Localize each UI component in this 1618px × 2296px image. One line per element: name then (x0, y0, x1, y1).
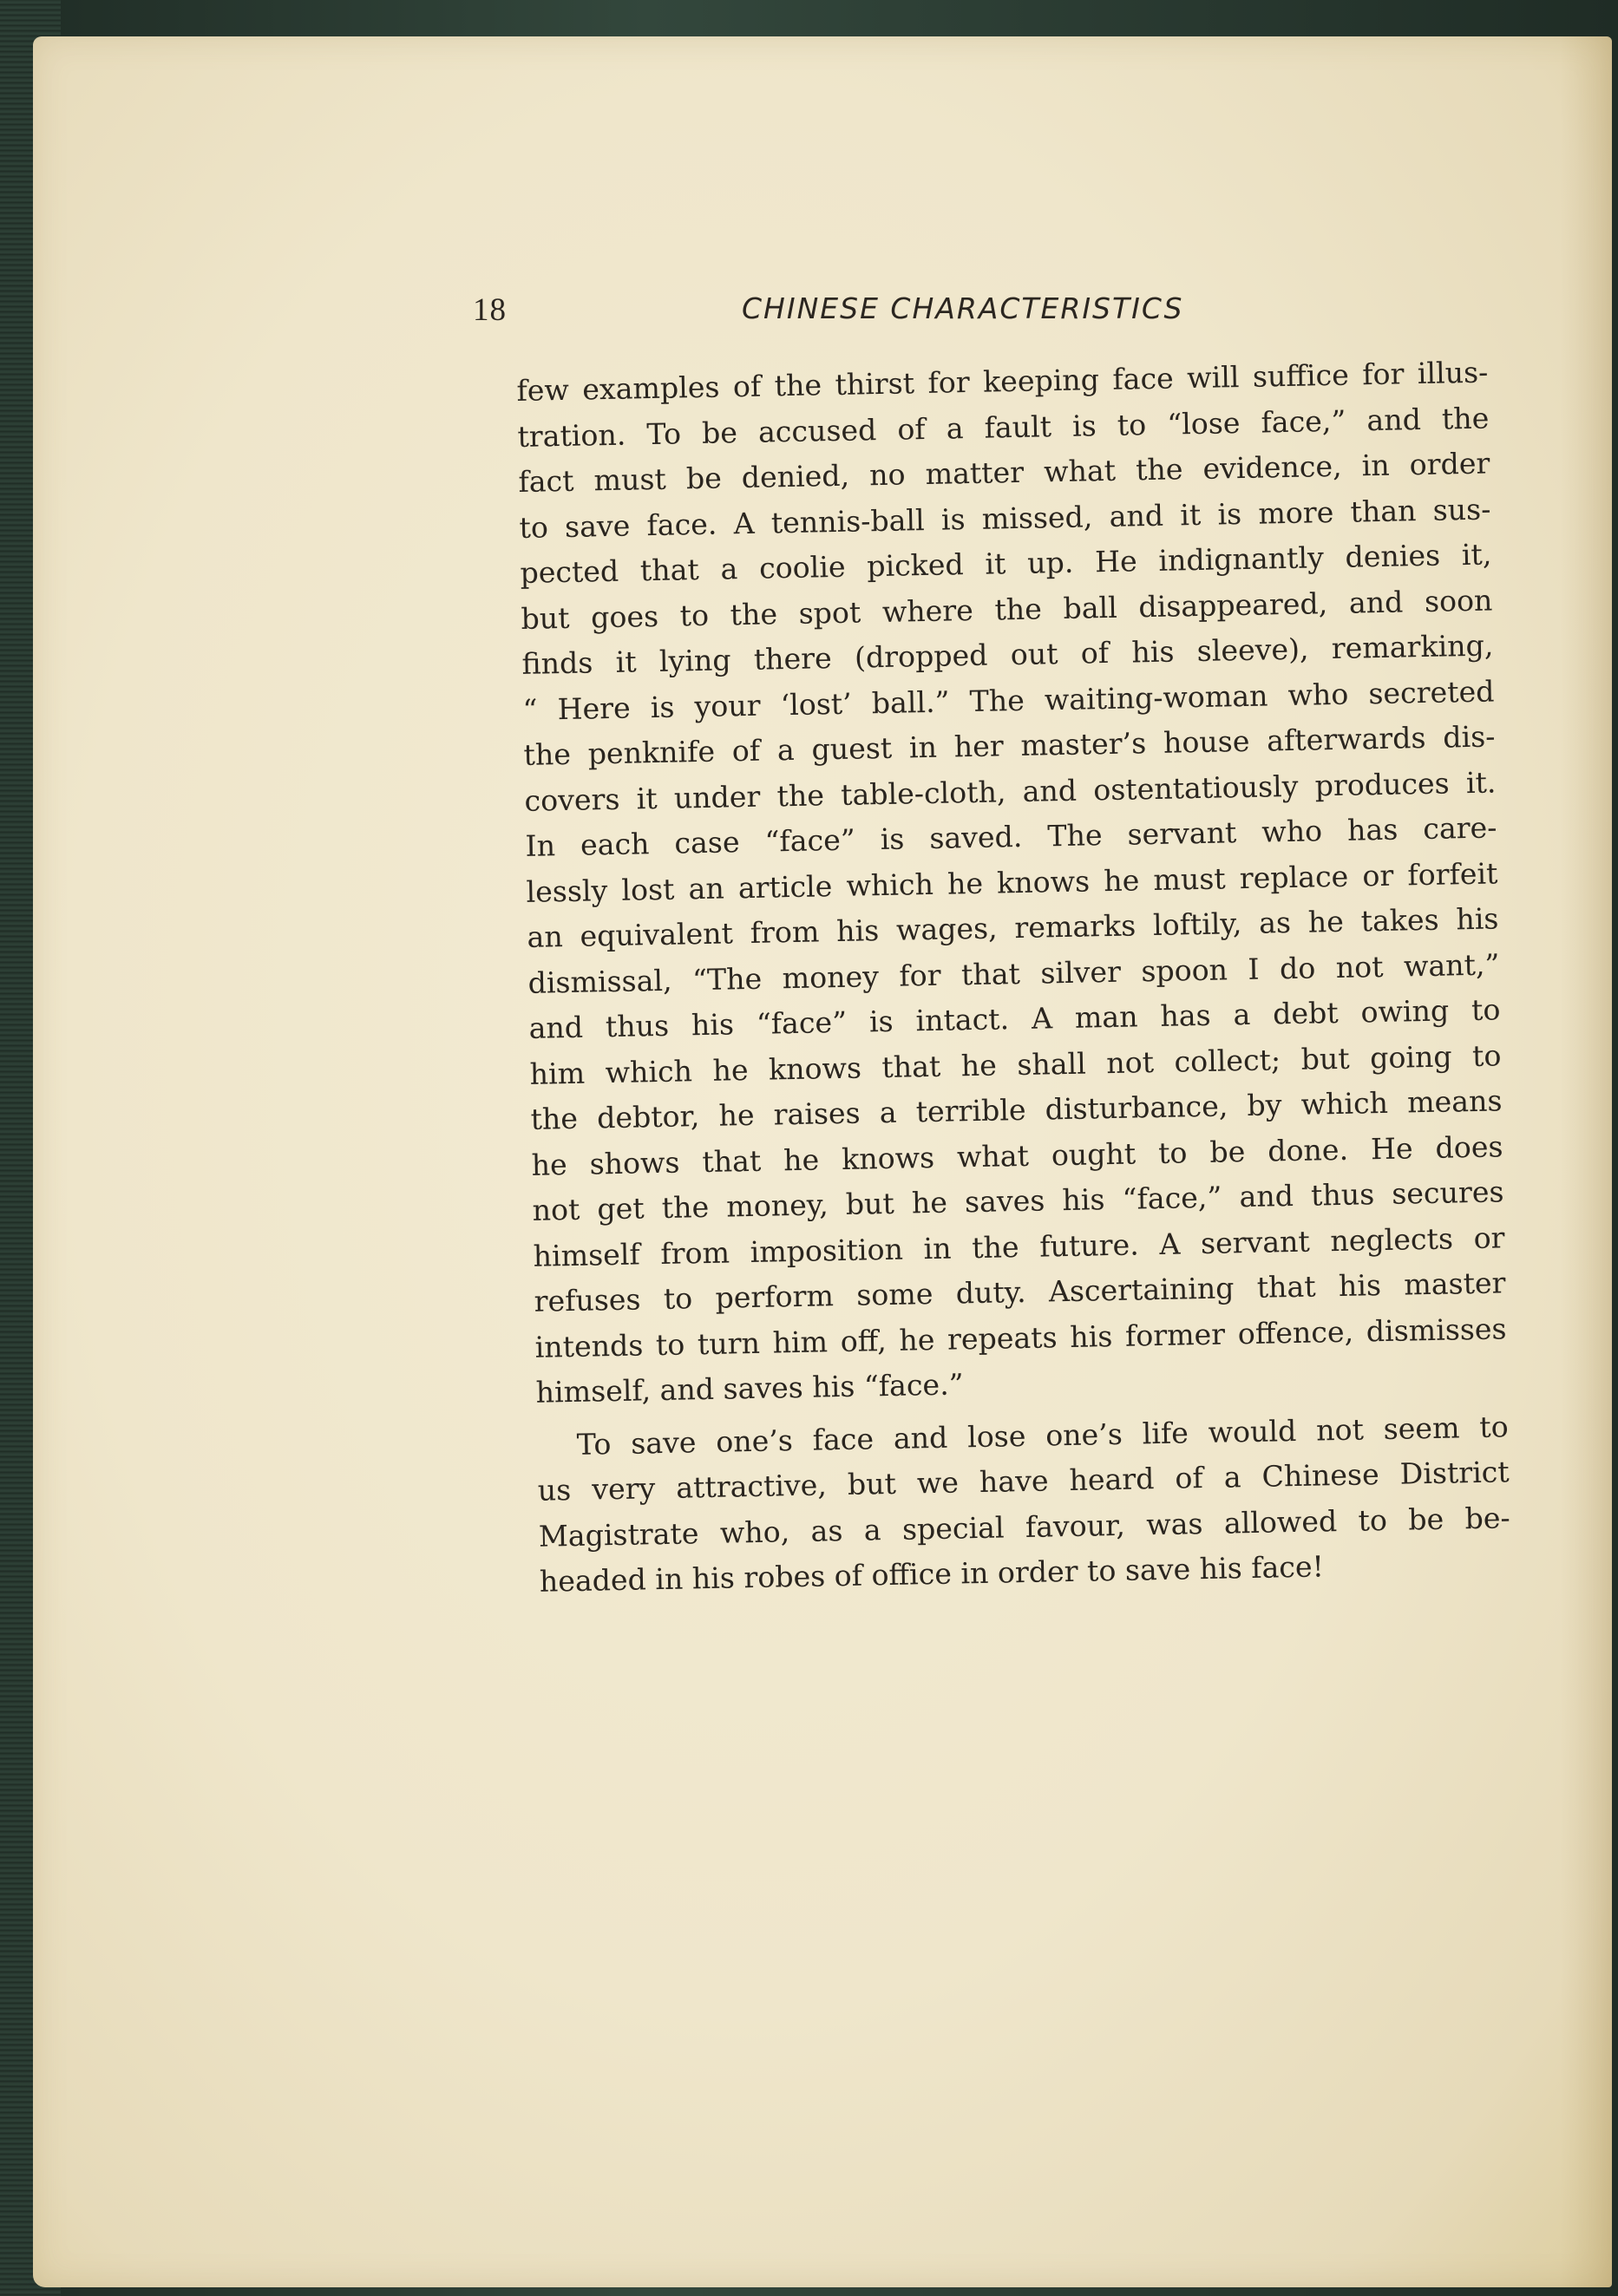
text-line: him which he knows that he shall not collect; but going to (529, 1037, 1502, 1091)
text-line: Magistrate who, as a special favour, was allowed to be be- (538, 1500, 1511, 1554)
text-line: but goes to the spot where the ball disappeared, and soon (521, 582, 1493, 636)
text-line: fact must be denied, no matter what the evidence, in order (518, 446, 1490, 499)
text-line: lessly lost an article which he knows he must replace or forfeit (526, 855, 1498, 909)
text-line: an equivalent from his wages, remarks loftily, as he takes his (527, 901, 1499, 954)
text-line: few examples of the thirst for keeping face will suffice for illus- (516, 355, 1489, 408)
text-line: “ Here is your ‘lost’ ball.” The waiting-woman who secreted (522, 673, 1495, 727)
text-line: us very attractive, but we have heard of a Chinese District (537, 1455, 1510, 1508)
text-line: intends to turn him off, he repeats his former offence, dismisses (534, 1311, 1507, 1364)
text-line: he shows that he knows what ought to be done. He does (531, 1128, 1503, 1182)
body-text (516, 350, 1511, 1605)
text-line: To save one’s face and lose one’s life would not seem to (576, 1409, 1509, 1462)
text-line: himself from imposition in the future. A servant neglects or (533, 1220, 1505, 1273)
text-line: pected that a coolie picked it up. He indignantly denies it, (520, 537, 1492, 590)
running-head (473, 291, 1228, 343)
text-line: refuses to perform some duty. Ascertaining that his master (534, 1266, 1506, 1318)
text-line: to save face. A tennis-ball is missed, and it is more than sus- (519, 491, 1491, 545)
page-shading (1560, 36, 1612, 2287)
text-line: and thus his “face” is intact. A man has a debt owing to (528, 992, 1501, 1045)
text-line: headed in his robes of office in order to save his face! (539, 1549, 1325, 1599)
text-line: covers it under the table-cloth, and ostentatiously produces it. (524, 764, 1497, 818)
text-line: himself, and saves his “face.” (535, 1367, 964, 1410)
text-line: In each case “face” is saved. The servant who has care- (525, 810, 1497, 863)
text-line: the penknife of a guest in her master’s house afterwards dis- (523, 719, 1496, 772)
text-line: dismissal, “The money for that silver spoon I do not want,” (527, 946, 1500, 1000)
text-line: not get the money, but he saves his “face,” and thus secures (532, 1174, 1504, 1227)
text-line: tration. To be accused of a fault is to “lose face,” and the (517, 400, 1490, 454)
paragraph-2 (536, 1404, 1511, 1605)
page-number: 18 (473, 292, 507, 328)
paragraph-1 (516, 350, 1508, 1416)
text-line: finds it lying there (dropped out of his sleeve), remarking, (521, 628, 1494, 681)
text-line: the debtor, he raises a terrible disturbance, by which means (530, 1083, 1503, 1136)
running-title: CHINESE CHARACTERISTICS (742, 291, 1184, 325)
